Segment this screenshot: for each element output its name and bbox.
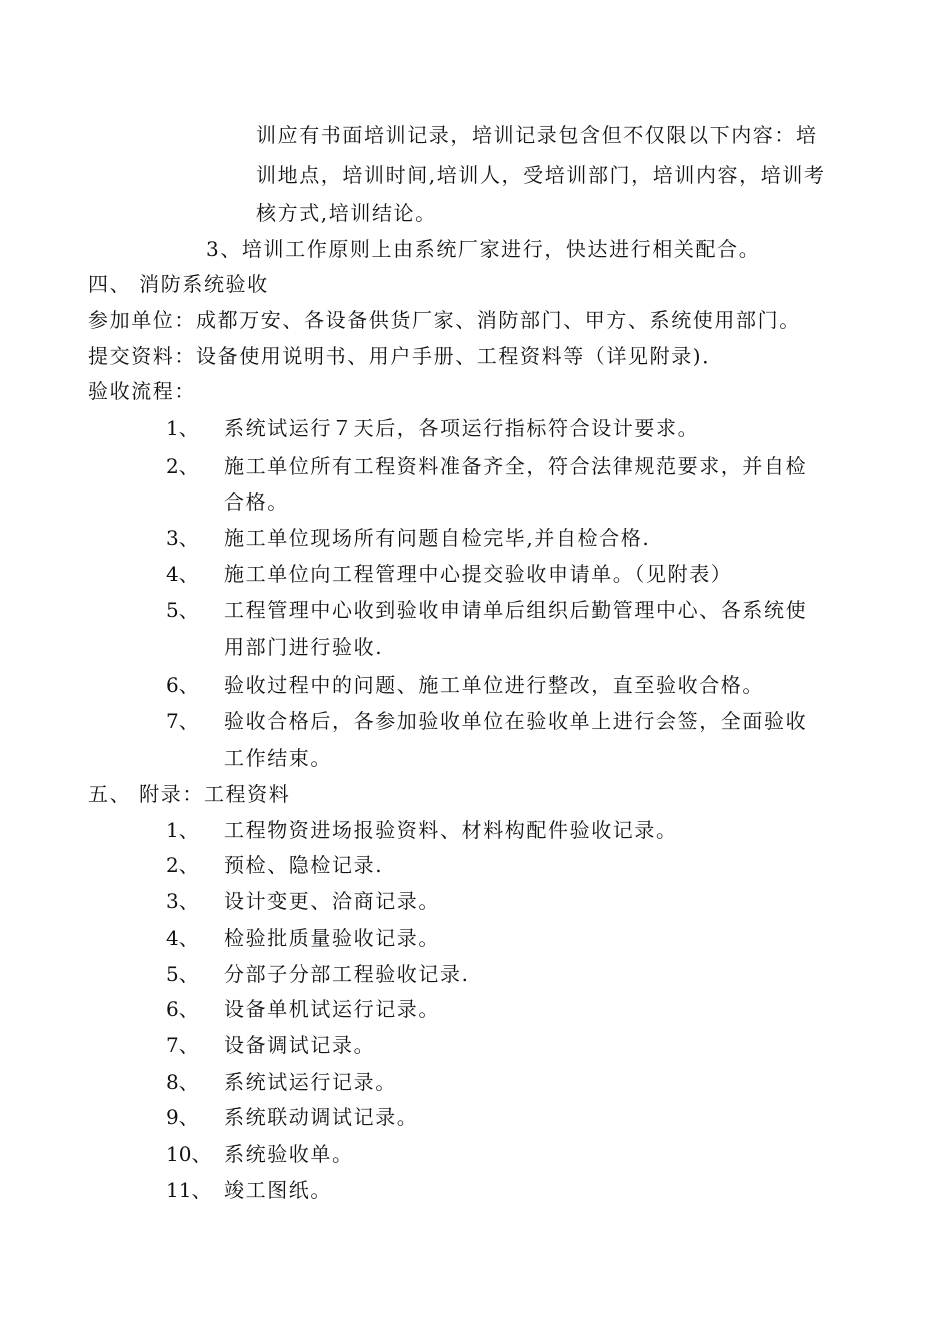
step-text: 系统试运行７天后，各项运行指标符合设计要求。	[224, 416, 700, 440]
documents-line: 提交资料：设备使用说明书、用户手册、工程资料等（详见附录)．	[88, 344, 724, 368]
appendix-number: 3、	[166, 889, 199, 913]
step-number: 4、	[166, 562, 199, 586]
appendix-number: 10、	[166, 1142, 212, 1166]
appendix-item: 系统联动调试记录。	[224, 1105, 419, 1129]
appendix-number: 6、	[166, 997, 199, 1021]
step-text-cont: 工作结束。	[224, 746, 332, 770]
training-item-3: 3、培训工作原则上由系统厂家进行，快达进行相关配合。	[206, 237, 761, 261]
participants-line: 参加单位：成都万安、各设备供货厂家、消防部门、甲方、系统使用部门。	[88, 308, 801, 332]
appendix-item: 设计变更、洽商记录。	[224, 889, 440, 913]
step-number: 7、	[166, 709, 199, 733]
appendix-item: 竣工图纸。	[224, 1178, 332, 1202]
appendix-item: 检验批质量验收记录。	[224, 926, 440, 950]
appendix-item: 设备调试记录。	[224, 1033, 376, 1057]
step-text-cont: 合格。	[224, 490, 289, 514]
step-text-cont: 用部门进行验收.	[224, 635, 384, 659]
step-text: 施工单位现场所有问题自检完毕,并自检合格.	[224, 526, 651, 550]
appendix-number: 1、	[166, 818, 199, 842]
section-5-heading: 五、 附录：工程资料	[88, 782, 291, 806]
step-number: 5、	[166, 598, 199, 622]
step-text: 验收合格后，各参加验收单位在验收单上进行会签，全面验收	[224, 709, 808, 733]
step-text: 验收过程中的问题、施工单位进行整改，直至验收合格。	[224, 673, 764, 697]
appendix-number: 8、	[166, 1070, 199, 1094]
appendix-number: 7、	[166, 1033, 199, 1057]
process-label: 验收流程：	[88, 379, 196, 403]
training-cont-line-2: 训地点，培训时间,培训人，受培训部门，培训内容，培训考	[256, 163, 826, 187]
appendix-number: 2、	[166, 853, 199, 877]
appendix-item: 分部子分部工程验收记录.	[224, 962, 470, 986]
step-number: 2、	[166, 454, 199, 478]
appendix-number: 9、	[166, 1105, 199, 1129]
appendix-number: 5、	[166, 962, 199, 986]
step-text: 施工单位向工程管理中心提交验收申请单。（见附表）	[224, 562, 733, 586]
appendix-item: 系统验收单。	[224, 1142, 354, 1166]
appendix-item: 预检、隐检记录.	[224, 853, 384, 877]
step-number: 6、	[166, 673, 199, 697]
appendix-item: 设备单机试运行记录。	[224, 997, 440, 1021]
step-number: 3、	[166, 526, 199, 550]
appendix-number: 11、	[166, 1178, 212, 1202]
step-text: 施工单位所有工程资料准备齐全，符合法律规范要求，并自检	[224, 454, 808, 478]
training-cont-line-3: 核方式,培训结论。	[256, 201, 437, 225]
appendix-item: 工程物资进场报验资料、材料构配件验收记录。	[224, 818, 678, 842]
training-cont-line-1: 训应有书面培训记录，培训记录包含但不仅限以下内容：培	[256, 123, 818, 147]
step-text: 工程管理中心收到验收申请单后组织后勤管理中心、各系统使	[224, 598, 808, 622]
appendix-item: 系统试运行记录。	[224, 1070, 397, 1094]
appendix-number: 4、	[166, 926, 199, 950]
step-number: 1、	[166, 416, 199, 440]
section-4-heading: 四、 消防系统验收	[88, 272, 269, 296]
